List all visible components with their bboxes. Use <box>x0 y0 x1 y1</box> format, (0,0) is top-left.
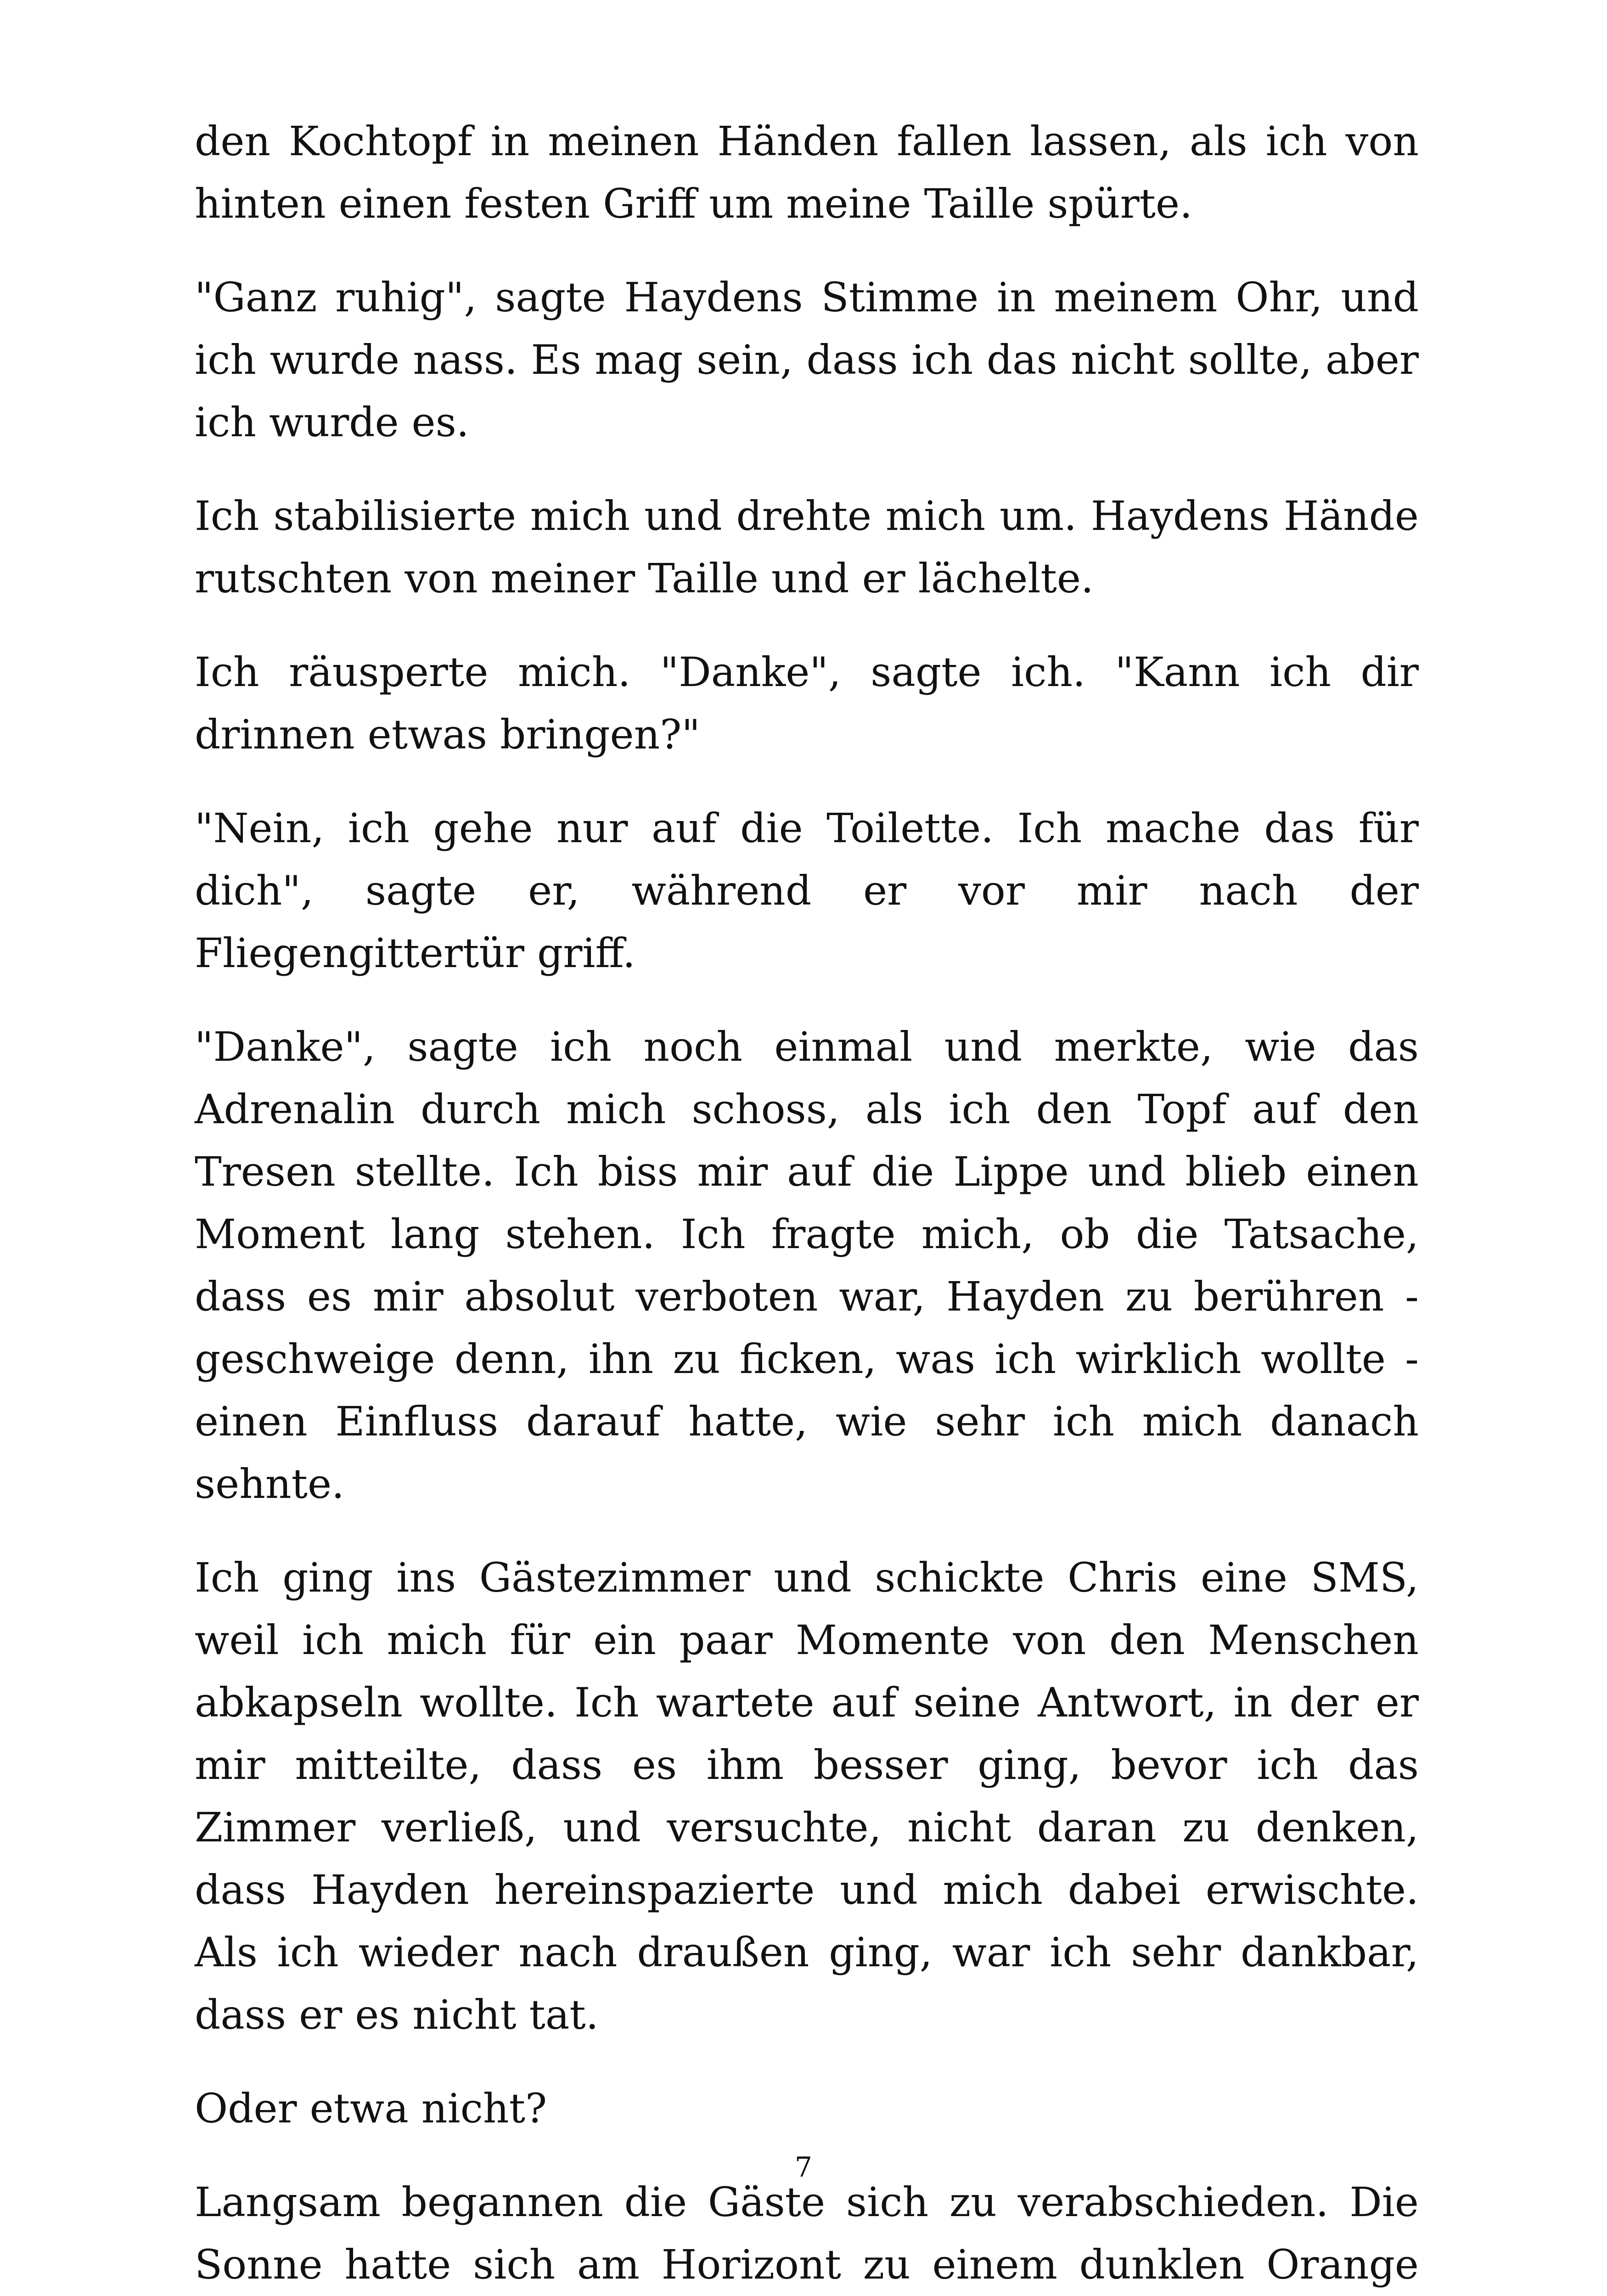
paragraph: Ich räusperte mich. "Danke", sagte ich. "Kann ich dir drinnen etwas bringen?" <box>195 648 1419 758</box>
body-text <box>195 110 1419 2296</box>
paragraph: Ich ging ins Gästezimmer und schickte Chris eine SMS, weil ich mich für ein paar Momente von den Menschen abkapseln wollte. Ich wartete auf seine Antwort, in der er mir mitteilte, dass es ihm besser ging, bevor ich das Zimmer verließ, und versuchte, nicht daran zu denken, dass Hayden hereinspazierte und mich dabei erwischte. Als ich wieder nach draußen ging, war ich sehr dankbar, dass er es nicht tat. <box>195 1554 1419 2038</box>
paragraph: "Danke", sagte ich noch einmal und merkte, wie das Adrenalin durch mich schoss, als ich den Topf auf den Tresen stellte. Ich biss mir auf die Lippe und blieb einen Moment lang stehen. Ich fragte mich, ob die Tatsache, dass es mir absolut verboten war, Hayden zu berühren - geschweige denn, ihn zu ficken, was ich wirklich wollte - einen Einfluss darauf hatte, wie sehr ich mich danach sehnte. <box>195 1023 1419 1508</box>
paragraph: "Ganz ruhig", sagte Haydens Stimme in meinem Ohr, und ich wurde nass. Es mag sein, dass ich das nicht sollte, aber ich wurde es. <box>195 274 1419 446</box>
paragraph: "Nein, ich gehe nur auf die Toilette. Ich mache das für dich", sagte er, während er vor mir nach der Fliegengittertür griff. <box>195 805 1419 977</box>
page-number: 7 <box>794 2151 813 2183</box>
paragraph: den Kochtopf in meinen Händen fallen lassen, als ich von hinten einen festen Griff um meine Taille spürte. <box>195 118 1419 227</box>
paragraph: Oder etwa nicht? <box>195 2085 547 2132</box>
paragraph: Langsam begannen die Gäste sich zu verabschieden. Die Sonne hatte sich am Horizont zu einem dunklen Orange <box>195 2178 1419 2288</box>
paragraph: Ich stabilisierte mich und drehte mich um. Haydens Hände rutschten von meiner Taille und er lächelte. <box>195 492 1419 602</box>
